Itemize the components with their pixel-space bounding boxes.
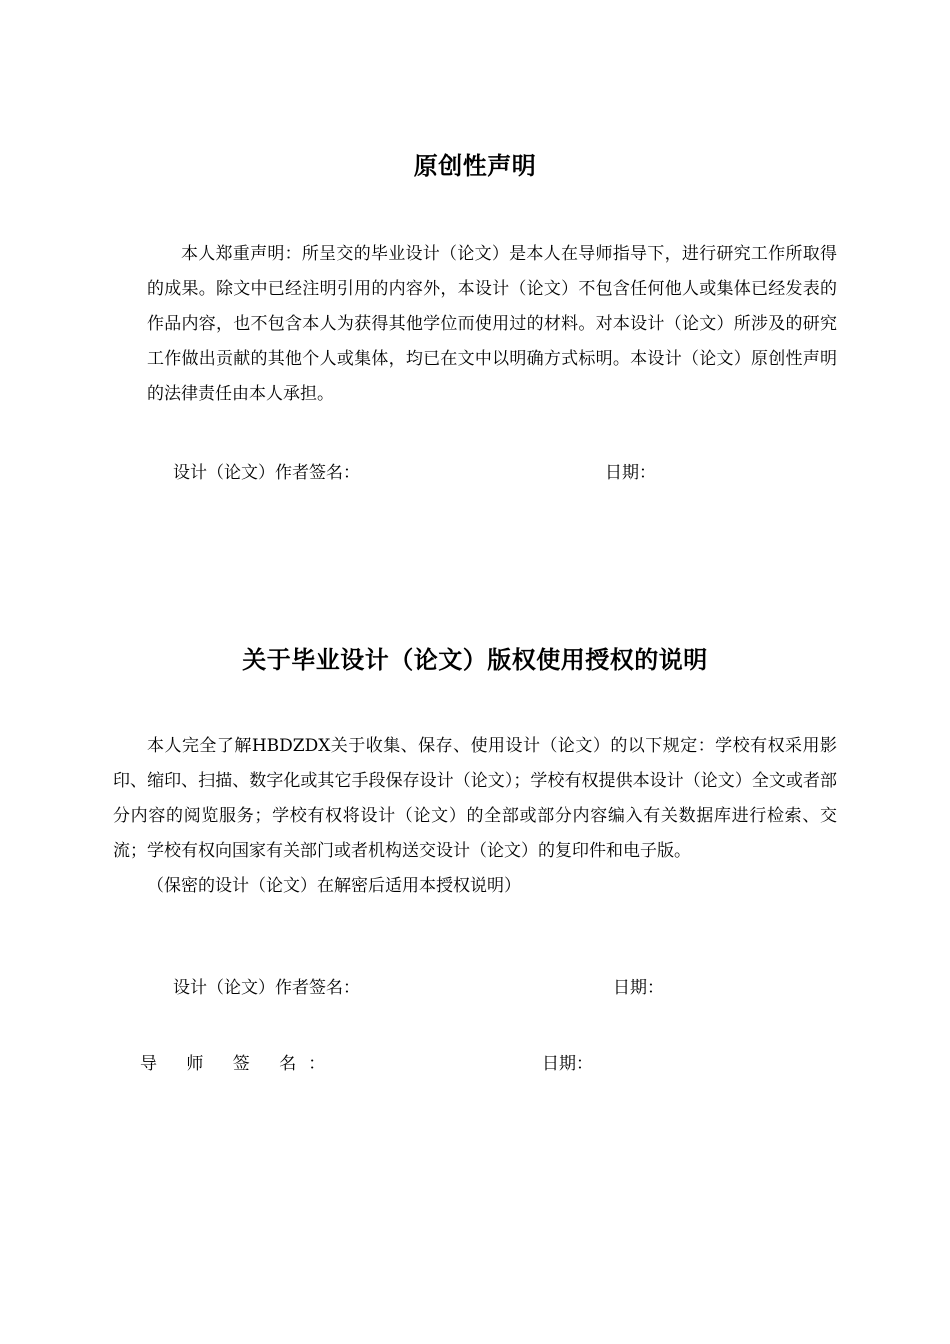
- authorization-author-signature-label: 设计（论文）作者签名：: [173, 978, 360, 998]
- authorization-note: （保密的设计（论文）在解密后适用本授权说明）: [147, 876, 521, 896]
- authorization-title: 关于毕业设计（论文）版权使用授权的说明: [242, 646, 708, 674]
- declaration-paragraph: 本人郑重声明：所呈交的毕业设计（论文）是本人在导师指导下，进行研究工作所取得的成果。除文中已经注明引用的内容外，本设计（论文）不包含任何他人或集体已经发表的作品内容，也不包含本人为获得其他学位而使用过的材料。对本设计（论文）所涉及的研究工作做出贡献的其他个人或集体，均已在文中以明确方式标明。本设计（论文）原创性声明的法律责任由本人承担。: [147, 244, 837, 404]
- authorization-body: [113, 729, 837, 904]
- declaration-author-signature-label: 设计（论文）作者签名：: [173, 463, 360, 483]
- advisor-signature-label: 导 师 签 名：: [140, 1054, 338, 1074]
- declaration-date-label: 日期：: [605, 463, 656, 483]
- advisor-date-label: 日期：: [542, 1054, 593, 1074]
- authorization-author-date-label: 日期：: [613, 978, 664, 998]
- authorization-paragraph: 本人完全了解HBDZDX关于收集、保存、使用设计（论文）的以下规定：学校有权采用影印、缩印、扫描、数字化或其它手段保存设计（论文）；学校有权提供本设计（论文）全文或者部分内容的阅览服务；学校有权将设计（论文）的全部或部分内容编入有关数据库进行检索、交流；学校有权向国家有关部门或者机构送交设计（论文）的复印件和电子版。: [113, 736, 837, 861]
- declaration-title: 原创性声明: [413, 152, 537, 180]
- declaration-body: [147, 237, 837, 412]
